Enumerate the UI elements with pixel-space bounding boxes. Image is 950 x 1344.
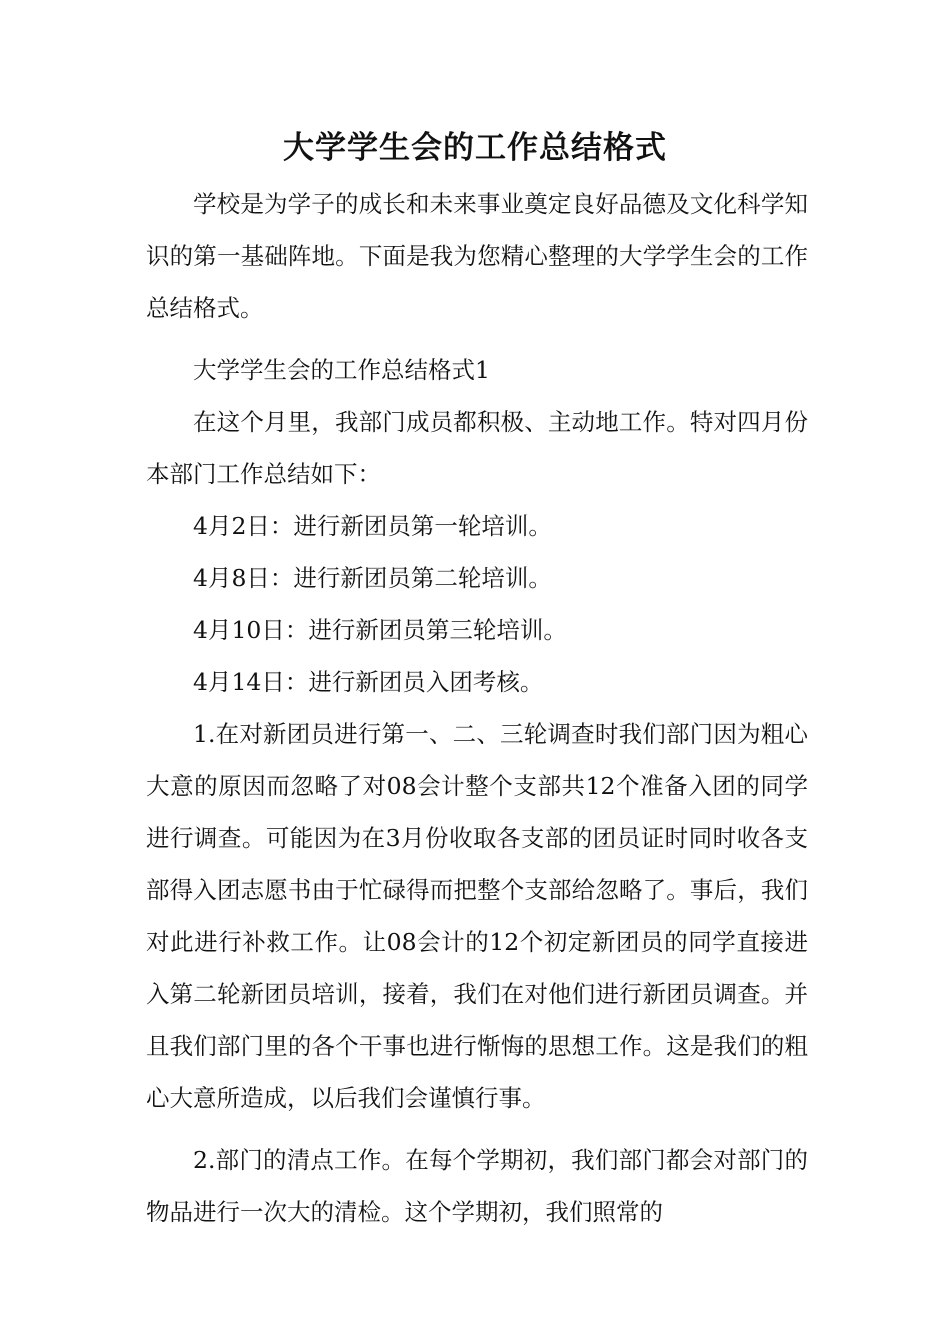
paragraph-intro: 学校是为学子的成长和未来事业奠定良好品德及文化科学知识的第一基础阵地。下面是我为您精心整理的大学学生会的工作总结格式。 [146,190,808,322]
document-body [146,178,808,1248]
paragraph-point-2: 2.部门的清点工作。在每个学期初，我们部门都会对部门的物品进行一次大的清检。这个学期初，我们照常的 [146,1146,808,1226]
list-item-apr-14: 4月14日：进行新团员入团考核。 [193,668,544,696]
list-item-apr-8: 4月8日：进行新团员第二轮培训。 [193,564,552,592]
document-title: 大学学生会的工作总结格式 [283,130,667,166]
list-item-apr-10: 4月10日：进行新团员第三轮培训。 [193,616,567,644]
list-item-apr-2: 4月2日：进行新团员第一轮培训。 [193,512,552,540]
section-heading: 大学学生会的工作总结格式1 [193,356,490,384]
paragraph-point-1: 1.在对新团员进行第一、二、三轮调查时我们部门因为粗心大意的原因而忽略了对08会计整个支部共12个准备入团的同学进行调查。可能因为在3月份收取各支部的团员证时同时收各支部得入团志愿书由于忙碌得而把整个支部给忽略了。事后，我们对此进行补救工作。让08会计的12个初定新团员的同学直接进入第二轮新团员培训，接着，我们在对他们进行新团员调查。并且我们部门里的各个干事也进行惭悔的思想工作。这是我们的粗心大意所造成，以后我们会谨慎行事。 [146,720,808,1112]
paragraph-summary-intro: 在这个月里，我部门成员都积极、主动地工作。特对四月份本部门工作总结如下： [146,408,808,488]
